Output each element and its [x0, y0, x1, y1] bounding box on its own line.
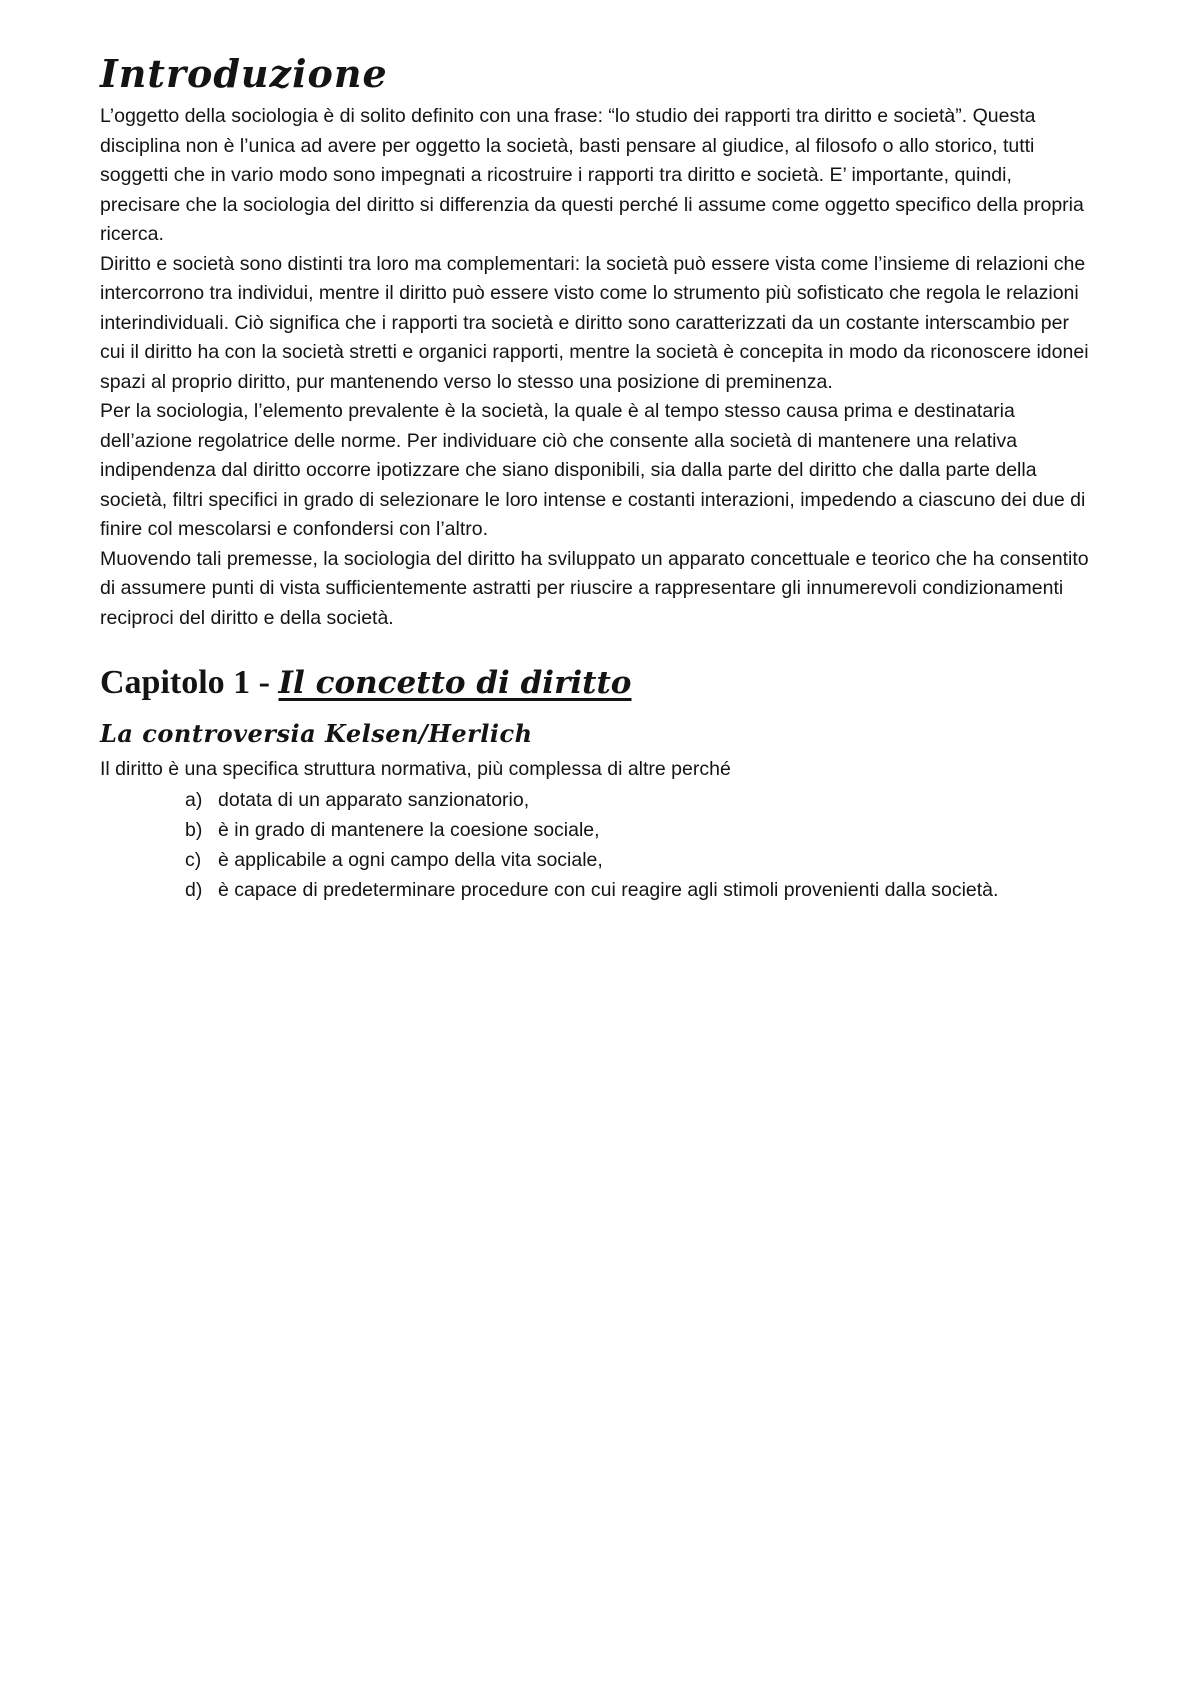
list-item-text: è applicabile a ogni campo della vita sociale,: [218, 848, 603, 871]
list-item-text: è capace di predeterminare procedure con cui reagire agli stimoli provenienti dalla società.: [218, 878, 999, 901]
list-item-marker: b): [185, 818, 203, 841]
list-item: [100, 875, 1096, 905]
list-item-marker: a): [185, 788, 203, 811]
list-item: [100, 845, 1096, 875]
chapter-heading-prefix: Capitolo 1 -: [100, 664, 279, 701]
list-item: [100, 815, 1096, 845]
intro-paragraph-2: Diritto e società sono distinti tra loro ma complementari: la società può essere vista come l’insieme di relazioni che intercorrono tra individui, mentre il diritto può essere visto come lo strumento più sofisticato che regola le relazioni interindividuali. Ciò significa che i rapporti tra società e diritto sono caratterizzati da un costante interscambio per cui il diritto ha con la società stretti e organici rapporti, mentre la società è concepita in modo da riconoscere idonei spazi al proprio diritto, pur mantenendo verso lo stesso una posizione di preminenza.: [100, 252, 1089, 393]
list-item: [100, 785, 1096, 815]
lettered-list: [100, 785, 1096, 905]
list-item-marker: d): [185, 878, 203, 901]
section-body: [100, 755, 1096, 905]
list-item-marker: c): [185, 848, 202, 871]
intro-body: [100, 102, 1096, 633]
chapter-heading: [100, 663, 1096, 703]
list-intro: Il diritto è una specifica struttura normativa, più complessa di altre perché: [100, 758, 731, 780]
chapter-heading-title: Il concetto di diritto: [278, 665, 632, 701]
intro-paragraph-4: Muovendo tali premesse, la sociologia del diritto ha sviluppato un apparato concettuale e teorico che ha consentito di assumere punti di vista sufficientemente astratti per riuscire a rappresentare gli innumerevoli condizionamenti reciproci del diritto e della società.: [100, 547, 1089, 629]
section-heading: La controversia Kelsen/Herlich: [100, 719, 533, 748]
intro-paragraph-1: L’oggetto della sociologia è di solito definito con una frase: “lo studio dei rapporti tra diritto e società”. Questa disciplina non è l’unica ad avere per oggetto la società, basti pensare al giudice, al filosofo o allo storico, tutti soggetti che in vario modo sono impegnati a ricostruire i rapporti tra diritto e società. E’ importante, quindi, precisare che la sociologia del diritto si differenzia da questi perché li assume come oggetto specifico della propria ricerca.: [100, 105, 1084, 245]
intro-paragraph-3: Per la sociologia, l’elemento prevalente è la società, la quale è al tempo stesso causa prima e destinataria dell’azione regolatrice delle norme. Per individuare ciò che consente alla società di mantenere una relativa indipendenza dal diritto occorre ipotizzare che siano disponibili, sia dalla parte del diritto che dalla parte della società, filtri specifici in grado di selezionare le loro intense e costanti interazioni, impedendo a ciascuno dei due di finire col mescolarsi e confondersi con l’altro.: [100, 400, 1086, 540]
list-item-text: dotata di un apparato sanzionatorio,: [218, 788, 530, 811]
intro-heading: Introduzione: [100, 51, 388, 96]
list-item-text: è in grado di mantenere la coesione sociale,: [218, 818, 600, 841]
